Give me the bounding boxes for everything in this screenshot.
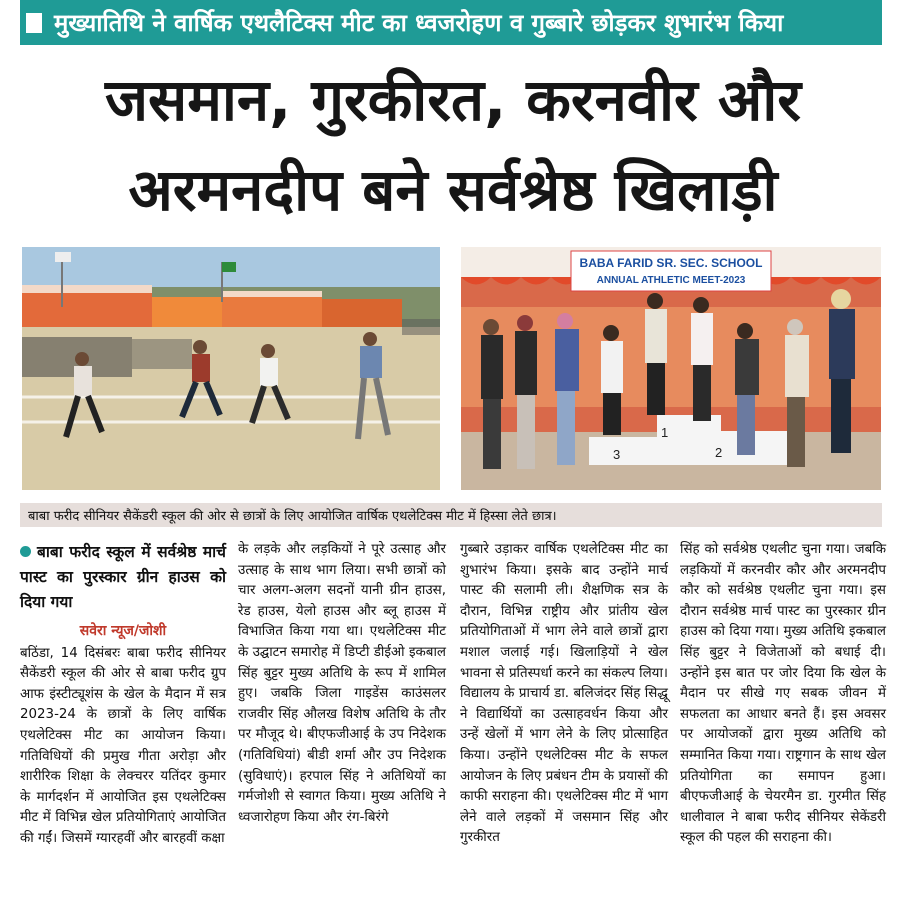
kicker-text: मुख्यातिथि ने वार्षिक एथलैटिक्स मीट का ध्वजरोहण व गुब्बारे छोड़कर शुभारंभ किया (54, 9, 784, 37)
sidebar-heading (20, 540, 226, 615)
sidebar-heading-text: बाबा फरीद स्कूल में सर्वश्रेष्ठ मार्च पास्ट का पुरस्कार ग्रीन हाउस को दिया गया (20, 543, 226, 611)
podium-photo-illustration (461, 247, 881, 490)
banner-title: BABA FARID SR. SEC. SCHOOL (579, 256, 763, 270)
podium-second: 2 (715, 445, 723, 460)
article-column-1 (20, 540, 226, 850)
photo-race (22, 247, 440, 490)
podium-third: 3 (613, 447, 621, 462)
podium-first: 1 (661, 425, 669, 440)
headline-line-1: जसमान, गुरकीरत, करनवीर और (104, 66, 801, 134)
headline-line-2: अरमनदीप बने सर्वश्रेष्ठ खिलाड़ी (128, 156, 778, 224)
article-column-2 (238, 540, 446, 828)
column-2-text: के लड़के और लड़कियों ने पूरे उत्साह और उत्साह के साथ भाग लिया। सभी छात्रों को चार अलग-अलग सदनों यानी ग्रीन हाउस, रेड हाउस, येलो हाउस और ब्लू हाउस में विभाजित किया गया था। एथलेटिक्स मीट के उद्घाटन समारोह में डिप्टी डीईओ इकबाल सिंह बुट्टर मुख्य अतिथि के रूप में शामिल हुए। जबकि जिला गाइडेंस काउंसलर राजवीर सिंह औलख विशेष अतिथि के तौर पर मौजूद थे। बीएफजीआई के उप निदेशक (गतिविधियां) बीडी शर्मा और उप निदेशक (सुविधाएं)। हरपाल सिंह ने अतिथियों का गर्मजोशी से स्वागत किया। मुख्य अतिथि ने ध्वजारोहण किया और रंग-बिरंगे (238, 542, 446, 825)
photo-podium (461, 247, 881, 490)
kicker-bar (20, 0, 882, 45)
column-3-text: गुब्बारे उड़ाकर वार्षिक एथलेटिक्स मीट का शुभारंभ किया। इसके बाद उन्होंने मार्च पास्ट की सलामी ली। शैक्षणिक सत्र के दौरान, विभिन्न राष्ट्रीय और प्रांतीय खेल प्रतियोगिताओं में भाग लेने वाले छात्रों द्वारा मशाल जलाई गई। खिलाड़ियों ने खेल भावना से प्रतिस्पर्धा करने का संकल्प लिया। विद्यालय के प्राचार्य डा. बलिजंदर सिंह सिद्धू ने विद्यार्थियों का उत्साहवर्धन किया और उन्हें खेलों में भाग लेने के लिए प्रोत्साहित किया। उन्होंने एथलेटिक्स मीट के सफल आयोजन के लिए प्रबंधन टीम के प्रयासों की काफी सराहना की। एथलेटिक्स मीट में भाग लेने वाले लड़कों में जसमान सिंह और गुरकीरत (460, 542, 668, 846)
column-4-text: सिंह को सर्वश्रेष्ठ एथलीट चुना गया। जबकि लड़कियों में करनवीर कौर और अरमनदीप कौर को सर्वश्रेष्ठ एथलीट चुना गया। इस दौरान सर्वश्रेष्ठ मार्च पास्ट का पुरस्कार ग्रीन हाउस को दिया गया। मुख्य अतिथि इकबाल सिंह बुट्टर ने विजेताओं को बधाई दी। उन्होंने इस बात पर जोर दिया कि खेल के मैदान पर सीखे गए सबक जीवन में सफलता का आधार बनते हैं। इस अवसर पर आयोजकों द्वारा मुख्य अतिथि को सम्मानित किया गया। राष्ट्रगान के साथ खेल प्रतियोगिता का समापन हुआ। बीएफजीआई के चेयरमैन डा. गुरमीत सिंह धालीवाल ने बाबा फरीद सीनियर सेकेंडरी स्कूल की पहल की सराहना की। (680, 542, 886, 846)
byline: सवेरा न्यूज/जोशी (79, 623, 167, 639)
kicker-square-icon (26, 13, 42, 33)
photo-caption: बाबा फरीद सीनियर सैकेंडरी स्कूल की ओर से छात्रों के लिए आयोजित वार्षिक एथलेटिक्स मीट में हिस्सा लेते छात्र। (20, 503, 882, 527)
bullet-icon (20, 546, 31, 557)
banner-subtitle: ANNUAL ATHLETIC MEET-2023 (596, 275, 746, 286)
column-1-text: बठिंडा, 14 दिसंबरः बाबा फरीद सीनियर सैकेंडरी स्कूल की ओर से बाबा फरीद ग्रुप आफ इंस्टीट्यूशंस के खेल के मैदान में सत्र 2023-24 के छात्रों के लिए वार्षिक एथलेटिक्स मीट का आयोजन किया। गतिविधियों की प्रमुख गीता अरोड़ा और शारीरिक शिक्षा के लेक्चरर यतिंदर कुमार के मार्गदर्शन में आयोजित इस एथलेटिक्स मीट में विभिन्न खेल प्रतियोगिताएं आयोजित की गईं। जिसमें ग्यारहवीं और बारहवीं कक्षा (20, 645, 226, 846)
article-column-3 (460, 540, 668, 849)
race-photo-illustration (22, 247, 440, 490)
article-column-4 (680, 540, 886, 849)
